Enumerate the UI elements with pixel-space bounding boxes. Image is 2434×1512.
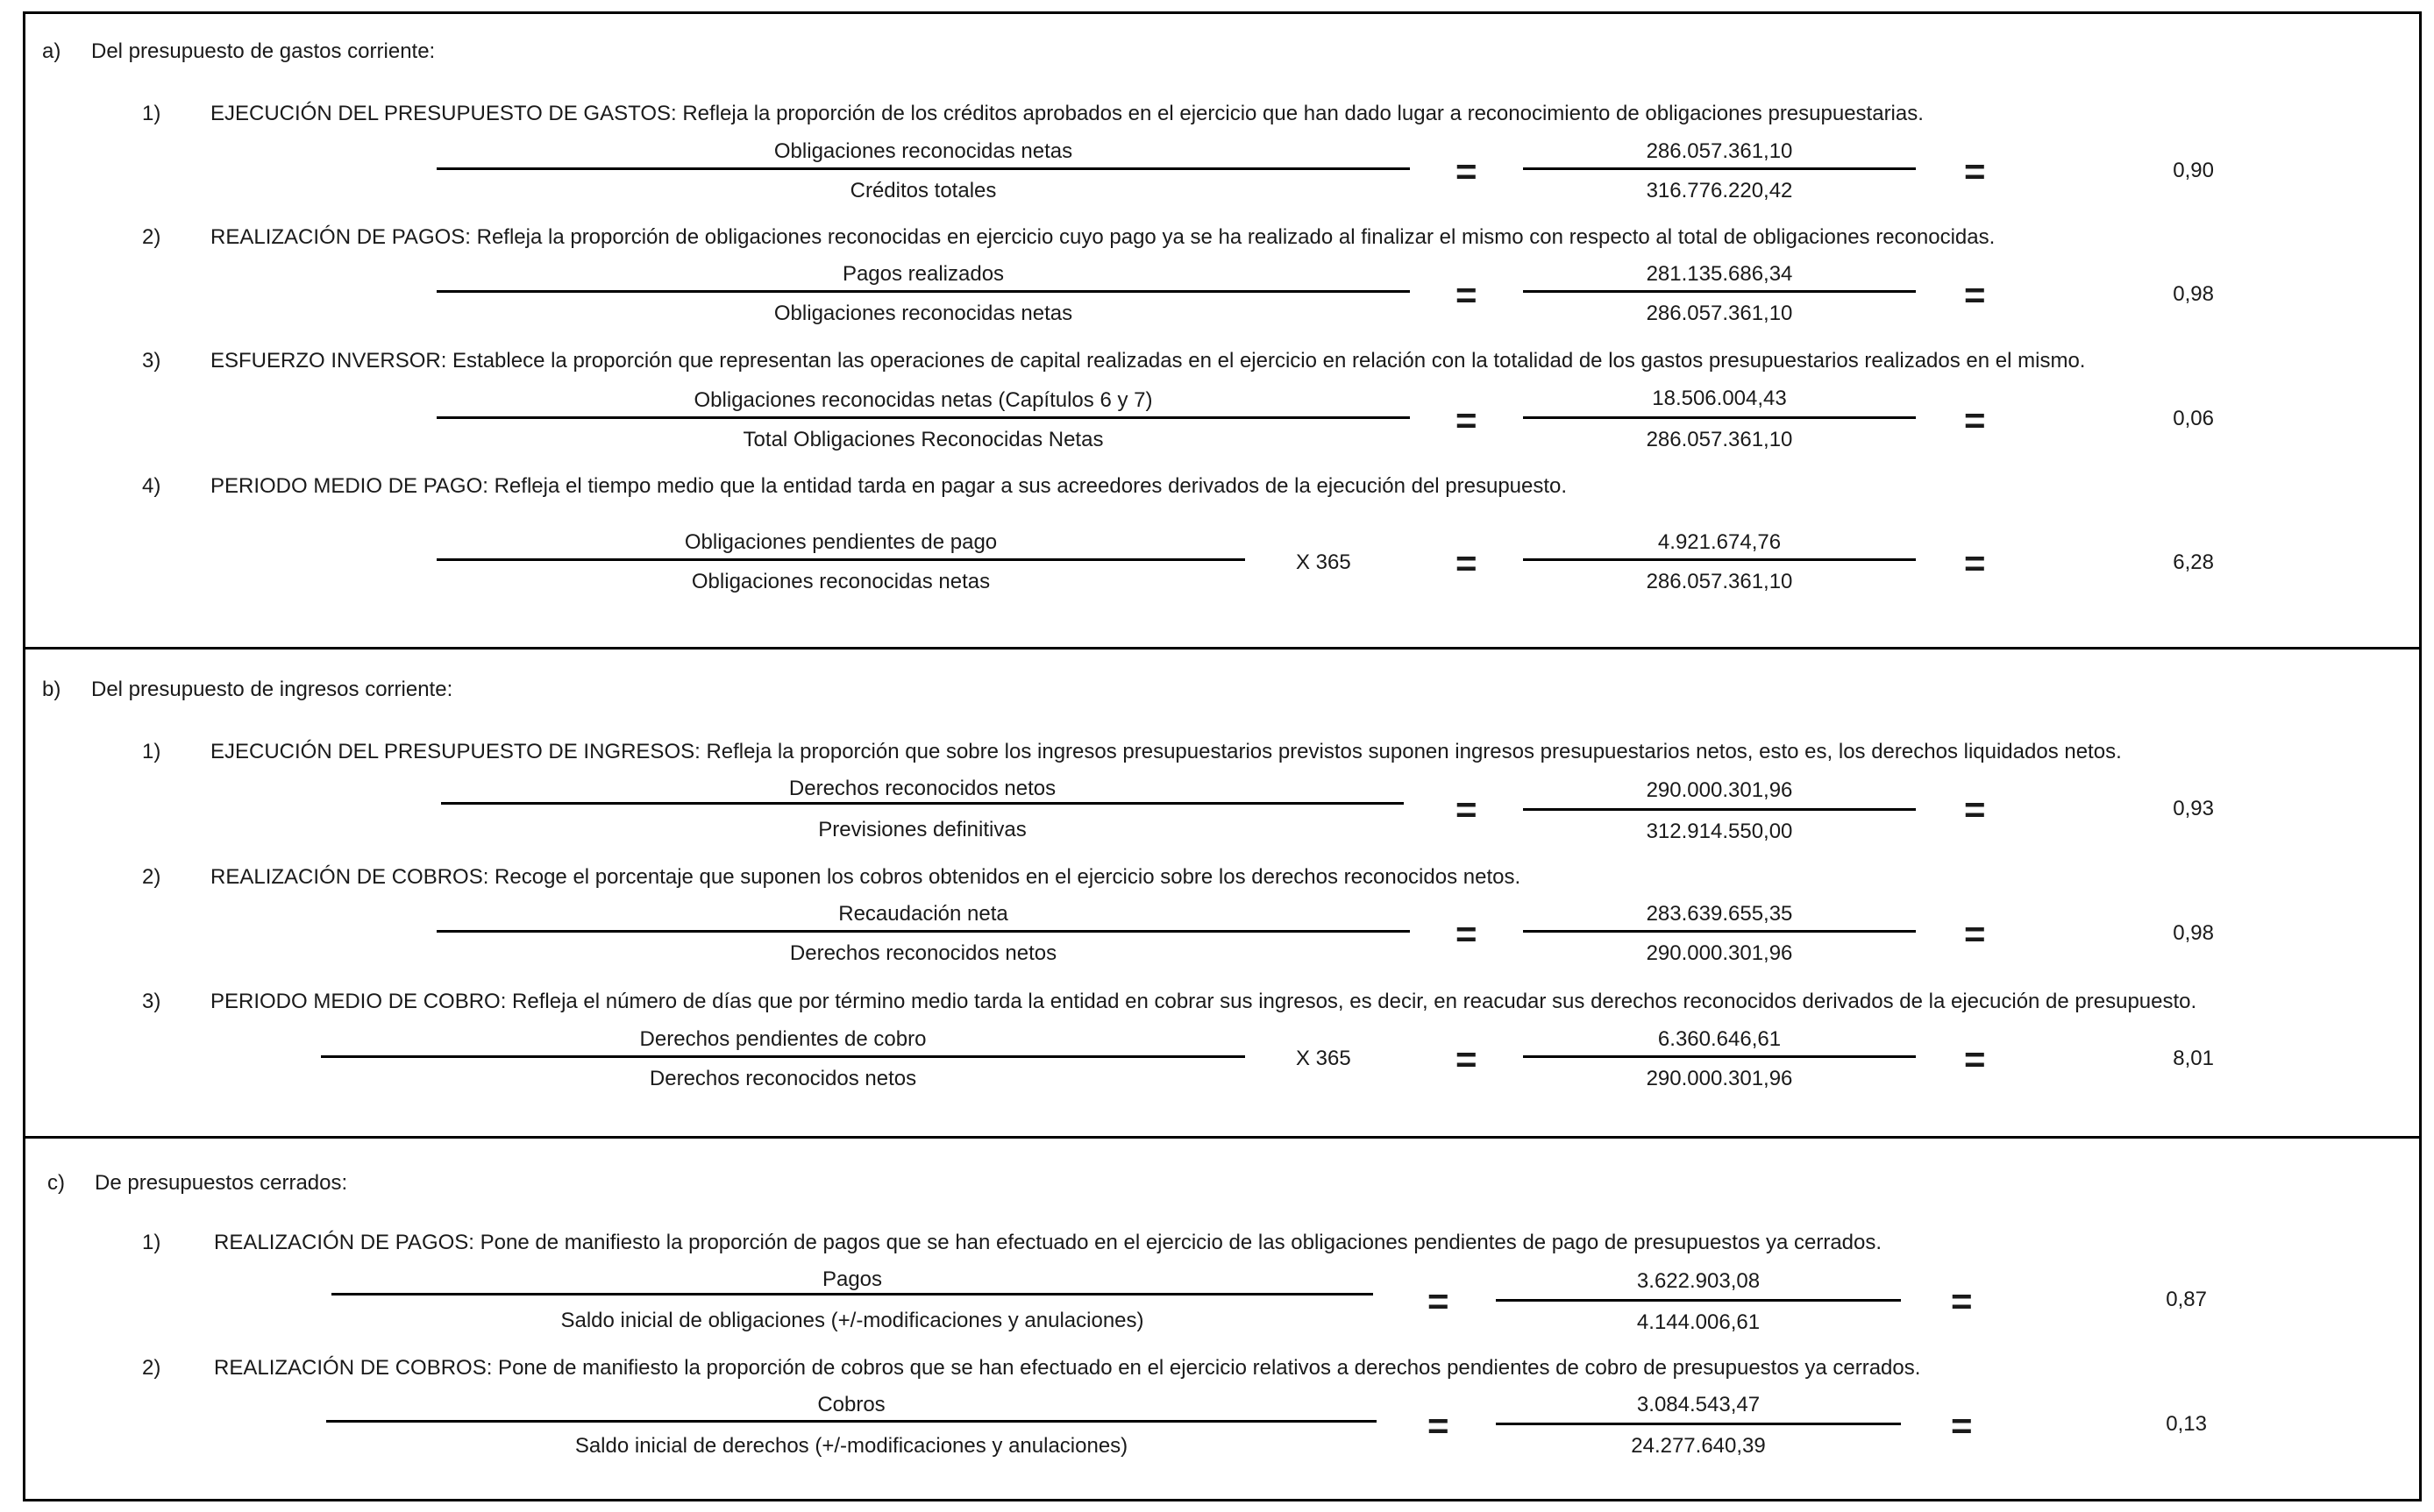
equals-sign: = [1455,543,1477,584]
result-value: 6,28 [2173,550,2214,574]
denominator-value: 4.144.006,61 [1636,1310,1761,1334]
denominator-value: 290.000.301,96 [1646,941,1793,965]
fraction-bar [1523,416,1916,419]
fraction-bar [1523,558,1916,561]
numerator-value: 290.000.301,96 [1646,778,1793,802]
denominator-value: 24.277.640,39 [1631,1434,1766,1458]
result-value: 8,01 [2173,1047,2214,1070]
denominator-label: Créditos totales [850,179,997,202]
item-description: REALIZACIÓN DE PAGOS: Refleja la proporción de obligaciones reconocidas en ejercicio cuyo pago ya se ha realizado al finalizar el mismo con respecto al total de obligaciones reconocidas. [210,225,1996,249]
equals-sign: = [1455,913,1477,955]
equals-sign: = [1964,400,1986,441]
item-number: 2) [142,1356,161,1380]
item-description: REALIZACIÓN DE COBROS: Pone de manifiesto la proporción de cobros que se han efectuado en el ejercicio relativos a derechos pendientes de cobro de presupuestos ya cerrados. [214,1356,1921,1380]
numerator-value: 3.622.903,08 [1636,1269,1761,1293]
denominator-value: 286.057.361,10 [1646,428,1793,451]
denominator-label: Obligaciones reconocidas netas [773,302,1073,325]
numerator-label: Cobros [817,1393,886,1416]
denominator-value: 312.914.550,00 [1646,820,1793,843]
result-value: 0,98 [2173,921,2214,945]
equals-sign: = [1964,543,1986,584]
numerator-value: 4.921.674,76 [1657,530,1782,554]
fraction-bar [437,558,1245,561]
item-number: 4) [142,474,161,498]
item-description: PERIODO MEDIO DE COBRO: Refleja el número de días que por término medio tarda la entidad en cobrar sus ingresos, es decir, en reacudar sus derechos reconocidos derivados de la ejecución de presupuesto. [210,990,2197,1013]
multiplier: X 365 [1296,550,1351,574]
numerator-value: 3.084.543,47 [1636,1393,1761,1416]
numerator-value: 281.135.686,34 [1646,262,1793,286]
numerator-label: Pagos realizados [842,262,1005,286]
numerator-label: Pagos [822,1267,883,1291]
numerator-value: 286.057.361,10 [1646,139,1793,163]
item-description: ESFUERZO INVERSOR: Establece la proporción que representan las operaciones de capital realizadas en el ejercicio en relación con la totalidad de los gastos presupuestarios realizados en el mismo. [210,349,2086,373]
numerator-value: 6.360.646,61 [1657,1027,1782,1051]
numerator-label: Derechos reconocidos netos [788,777,1057,800]
equals-sign: = [1455,151,1477,192]
item-number: 1) [142,102,161,125]
fraction-bar [437,416,1410,419]
result-value: 0,90 [2173,159,2214,182]
item-number: 2) [142,865,161,889]
item-description: EJECUCIÓN DEL PRESUPUESTO DE INGRESOS: Refleja la proporción que sobre los ingresos presupuestarios previstos suponen ingresos presupuestarios netos, esto es, los derechos liquidados netos. [210,740,2122,763]
equals-sign: = [1951,1281,1973,1322]
denominator-label: Derechos reconocidos netos [649,1067,917,1090]
equals-sign: = [1951,1405,1973,1446]
numerator-value: 283.639.655,35 [1646,902,1793,926]
section-marker: b) [42,678,61,701]
fraction-bar [1496,1299,1901,1302]
section-title: Del presupuesto de ingresos corriente: [91,678,453,701]
denominator-label: Previsiones definitivas [818,818,1027,841]
fraction-bar [331,1293,1373,1295]
equals-sign: = [1427,1405,1449,1446]
equals-sign: = [1964,1039,1986,1080]
numerator-label: Obligaciones reconocidas netas (Capítulos 6 y 7) [694,388,1153,412]
section-marker: c) [47,1171,65,1195]
equals-sign: = [1964,913,1986,955]
equals-sign: = [1455,274,1477,316]
equals-sign: = [1455,400,1477,441]
equals-sign: = [1964,274,1986,316]
fraction-bar [437,930,1410,933]
fraction-bar [326,1420,1377,1423]
fraction-bar [1523,1055,1916,1058]
denominator-label: Saldo inicial de obligaciones (+/-modificaciones y anulaciones) [560,1309,1144,1332]
denominator-label: Total Obligaciones Reconocidas Netas [743,428,1104,451]
fraction-bar [437,290,1410,293]
item-description: PERIODO MEDIO DE PAGO: Refleja el tiempo medio que la entidad tarda en pagar a sus acreedores derivados de la ejecución del presupuesto. [210,474,1568,498]
section-title: De presupuestos cerrados: [95,1171,348,1195]
result-value: 0,13 [2166,1412,2207,1436]
item-description: REALIZACIÓN DE PAGOS: Pone de manifiesto la proporción de pagos que se han efectuado en el ejercicio de las obligaciones pendientes de pago de presupuestos ya cerrados. [214,1231,1882,1254]
fraction-bar [321,1055,1245,1058]
numerator-label: Obligaciones reconocidas netas [773,139,1073,163]
section-title: Del presupuesto de gastos corriente: [91,39,436,63]
numerator-value: 18.506.004,43 [1652,387,1787,410]
fraction-bar [437,167,1410,170]
fraction-bar [1523,808,1916,811]
numerator-label: Recaudación neta [838,902,1008,926]
multiplier: X 365 [1296,1047,1351,1070]
result-value: 0,98 [2173,282,2214,306]
denominator-value: 286.057.361,10 [1646,302,1793,325]
item-description: EJECUCIÓN DEL PRESUPUESTO DE GASTOS: Refleja la proporción de los créditos aprobados en el ejercicio que han dado lugar a reconocimiento de obligaciones presupuestarias. [210,102,1924,125]
result-value: 0,87 [2166,1288,2207,1311]
equals-sign: = [1964,789,1986,830]
equals-sign: = [1964,151,1986,192]
section-divider [23,647,2422,650]
denominator-value: 316.776.220,42 [1646,179,1793,202]
equals-sign: = [1427,1281,1449,1322]
denominator-label: Obligaciones reconocidas netas [691,570,991,593]
denominator-label: Saldo inicial de derechos (+/-modificaciones y anulaciones) [574,1434,1128,1458]
numerator-label: Obligaciones pendientes de pago [684,530,998,554]
denominator-value: 286.057.361,10 [1646,570,1793,593]
item-number: 2) [142,225,161,249]
numerator-label: Derechos pendientes de cobro [639,1027,927,1051]
fraction-bar [1523,167,1916,170]
fraction-bar [1496,1423,1901,1425]
section-divider [23,1136,2422,1139]
fraction-bar [441,802,1404,805]
item-number: 3) [142,990,161,1013]
fraction-bar [1523,290,1916,293]
result-value: 0,06 [2173,407,2214,430]
fraction-bar [1523,930,1916,933]
denominator-value: 290.000.301,96 [1646,1067,1793,1090]
result-value: 0,93 [2173,797,2214,820]
item-number: 1) [142,740,161,763]
item-description: REALIZACIÓN DE COBROS: Recoge el porcentaje que suponen los cobros obtenidos en el ejercicio sobre los derechos reconocidos netos. [210,865,1521,889]
equals-sign: = [1455,1039,1477,1080]
item-number: 1) [142,1231,161,1254]
item-number: 3) [142,349,161,373]
equals-sign: = [1455,789,1477,830]
denominator-label: Derechos reconocidos netos [789,941,1057,965]
section-marker: a) [42,39,61,63]
